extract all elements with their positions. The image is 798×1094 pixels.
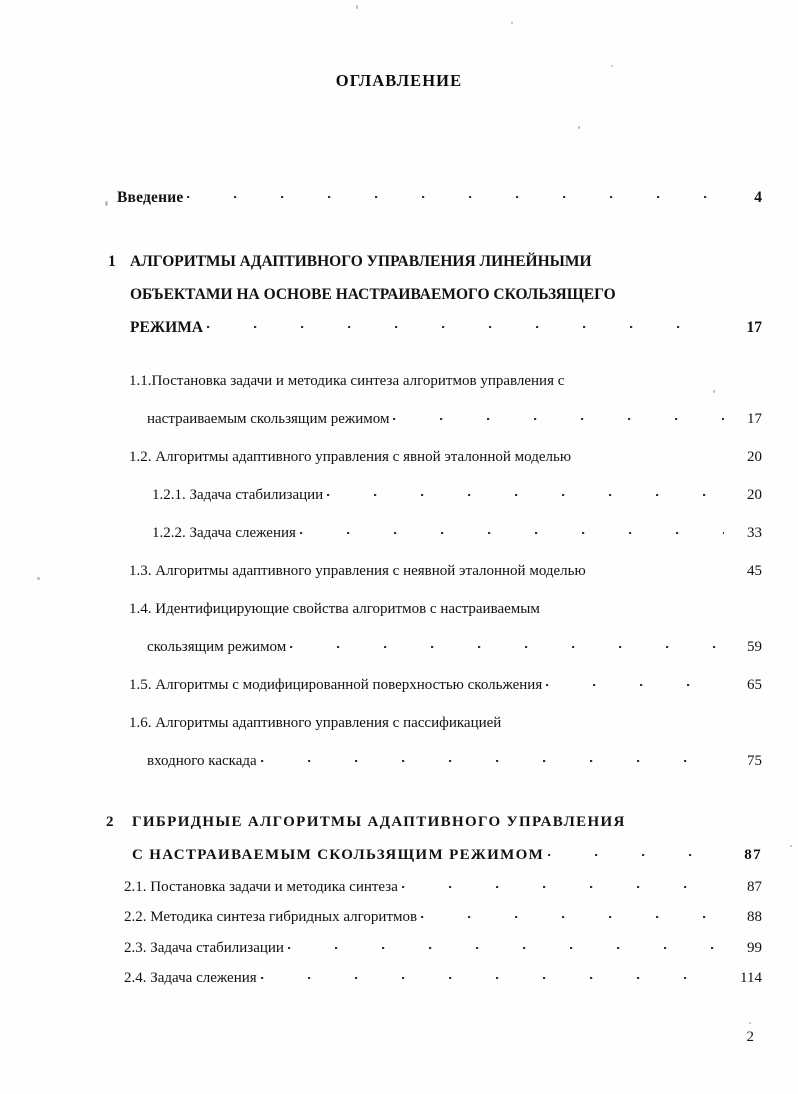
toc-entry-label: скользящим режимом	[147, 638, 287, 655]
dot-leader	[548, 844, 724, 859]
toc-entry-label: 1.1.Постановка задачи и методика синтеза алгоритмов управления с	[129, 372, 565, 389]
scan-speckle	[511, 22, 513, 24]
dot-leader	[546, 674, 724, 689]
toc-entry-page: 20	[747, 486, 762, 503]
toc-entry-page: 87	[747, 878, 762, 895]
toc-chapter-title-line[interactable]	[0, 278, 798, 311]
toc-chapter-number: 2	[106, 813, 115, 830]
toc-entry-page: 33	[747, 524, 762, 541]
toc-entry-line[interactable]	[0, 933, 798, 964]
toc-chapter-title-line[interactable]	[0, 311, 798, 344]
scan-speckle	[578, 126, 580, 129]
dot-leader	[620, 283, 724, 299]
toc-chapter-label: С НАСТРАИВАЕМЫМ СКОЛЬЗЯЩИМ РЕЖИМОМ	[132, 846, 545, 863]
toc-entry-label: 2.1. Постановка задачи и методика синтеза	[124, 878, 398, 895]
toc-entry-label: 1.2.1. Задача стабилизации	[152, 486, 324, 503]
toc-chapter-label: ОБЪЕКТАМИ НА ОСНОВЕ НАСТРАИВАЕМОГО СКОЛЬЗЯЩЕГО	[130, 285, 616, 303]
toc-chapter-label: АЛГОРИТМЫ АДАПТИВНОГО УПРАВЛЕНИЯ ЛИНЕЙНЫМИ	[130, 252, 592, 270]
toc-entry-line[interactable]	[0, 476, 798, 514]
dot-leader	[290, 636, 724, 651]
toc-entry-1-3	[0, 552, 798, 590]
toc-chapter-2	[0, 806, 798, 872]
dot-leader	[630, 811, 724, 826]
dot-leader	[327, 484, 724, 499]
toc-entry-line[interactable]	[0, 902, 798, 933]
dot-leader	[207, 316, 724, 332]
dot-leader	[575, 446, 724, 461]
toc-entry-label: 1.6. Алгоритмы адаптивного управления с пассификацией	[129, 714, 502, 731]
toc-entry-label: 1.3. Алгоритмы адаптивного управления с неявной эталонной моделью	[129, 562, 586, 579]
dot-leader	[590, 560, 724, 575]
scan-speckle	[611, 65, 613, 67]
toc-entry-label: 1.4. Идентифицирующие свойства алгоритмов с настраиваемым	[129, 600, 540, 617]
page-title: ОГЛАВЛЕНИЕ	[335, 71, 463, 90]
toc-chapter-page: 17	[746, 318, 762, 336]
toc-chapter-label: РЕЖИМА	[130, 318, 204, 336]
toc-entry-page: 114	[740, 970, 762, 986]
toc-entry-label: 1.2. Алгоритмы адаптивного управления с явной эталонной моделью	[129, 448, 572, 465]
toc-entry-introduction[interactable]	[0, 186, 798, 207]
toc-entry-2-3	[0, 933, 798, 964]
dot-leader	[261, 967, 724, 982]
toc-entry-1-4	[0, 590, 798, 666]
toc-entry-line[interactable]	[0, 514, 798, 552]
toc-entry-2-4	[0, 963, 798, 994]
toc-chapter-page: 87	[744, 846, 762, 863]
toc-entry-line[interactable]	[0, 742, 798, 780]
toc-entry-page: 75	[747, 752, 762, 769]
toc-entry-line[interactable]	[0, 362, 798, 400]
toc-entry-line[interactable]	[0, 666, 798, 704]
dot-leader	[187, 186, 724, 202]
dot-leader	[261, 750, 724, 765]
toc-chapter-number: 1	[108, 252, 116, 270]
toc-entry-line[interactable]	[0, 704, 798, 742]
dot-leader	[393, 408, 724, 423]
toc-chapter-label: ГИБРИДНЫЕ АЛГОРИТМЫ АДАПТИВНОГО УПРАВЛЕНИЯ	[132, 813, 626, 830]
toc-chapter-title-line[interactable]	[0, 245, 798, 278]
dot-leader	[402, 876, 724, 891]
scan-speckle	[356, 5, 358, 9]
toc-entry-1-2	[0, 438, 798, 476]
toc-entry-line[interactable]	[0, 628, 798, 666]
toc-entry-line[interactable]	[0, 552, 798, 590]
toc-entry-label: Введение	[117, 188, 184, 206]
dot-leader	[596, 250, 724, 266]
toc-entry-label: 2.3. Задача стабилизации	[124, 939, 284, 956]
toc-chapter-title-line[interactable]	[0, 839, 798, 872]
table-of-contents	[0, 186, 798, 994]
dot-leader	[300, 522, 724, 537]
toc-entry-1-1	[0, 362, 798, 438]
toc-entry-page: 17	[747, 410, 762, 427]
toc-entry-label: входного каскада	[147, 752, 257, 769]
toc-entry-page: 59	[747, 638, 762, 655]
toc-entry-page: 20	[747, 448, 762, 465]
toc-entry-1-2-1	[0, 476, 798, 514]
toc-entry-page: 45	[747, 562, 762, 579]
dot-leader	[288, 937, 724, 952]
toc-entry-line[interactable]	[0, 590, 798, 628]
toc-entry-page: 4	[754, 188, 762, 206]
toc-chapter-1	[0, 245, 798, 344]
section-spacer	[0, 780, 798, 806]
toc-entry-1-6	[0, 704, 798, 780]
dot-leader	[544, 598, 724, 613]
toc-entry-page: 88	[747, 909, 762, 925]
toc-entry-1-2-2	[0, 514, 798, 552]
toc-entry-label: 2.2. Методика синтеза гибридных алгоритмов	[124, 909, 418, 925]
toc-entry-2-1	[0, 872, 798, 903]
toc-entry-label: настраиваемым скользящим режимом	[147, 410, 390, 427]
dot-leader	[505, 712, 724, 727]
toc-chapter-title-line[interactable]	[0, 806, 798, 839]
scan-speckle	[749, 1022, 751, 1024]
toc-entry-line[interactable]	[0, 400, 798, 438]
dot-leader	[568, 370, 724, 385]
dot-leader	[421, 906, 724, 921]
toc-entry-1-5	[0, 666, 798, 704]
toc-entry-line[interactable]	[0, 872, 798, 903]
toc-entry-label: 1.2.2. Задача слежения	[152, 524, 296, 541]
toc-entry-line[interactable]	[0, 438, 798, 476]
toc-entry-label: 2.4. Задача слежения	[124, 970, 257, 986]
toc-entry-line[interactable]	[0, 963, 798, 994]
toc-entry-2-2	[0, 902, 798, 933]
toc-entry-page: 65	[747, 676, 762, 693]
toc-entry-label: 1.5. Алгоритмы с модифицированной поверхностью скольжения	[129, 676, 543, 693]
toc-entry-page: 99	[747, 939, 762, 956]
page-number: 2	[746, 1029, 754, 1045]
